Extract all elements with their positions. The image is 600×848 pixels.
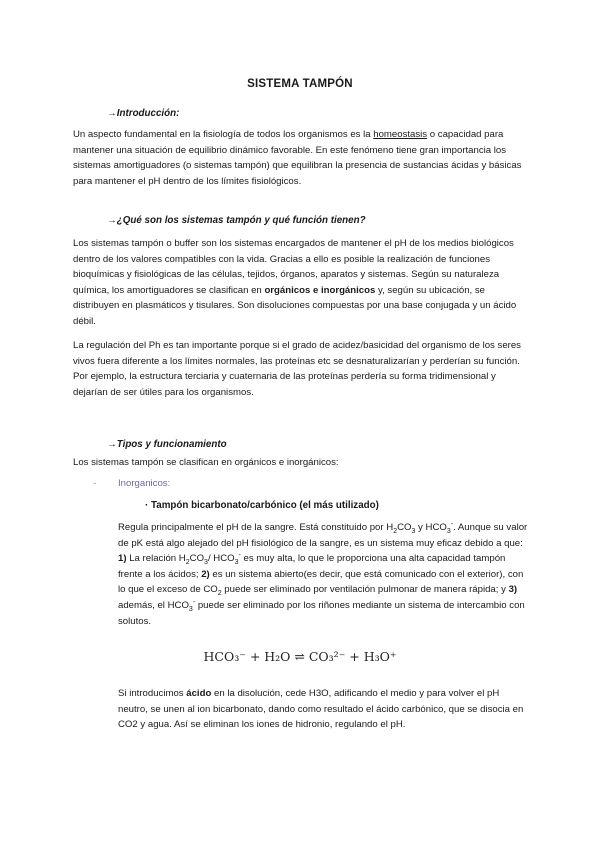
- arrow-icon: →: [107, 108, 117, 119]
- intro-heading-text: Introducción:: [116, 108, 180, 119]
- types-intro: Los sistemas tampón se clasifican en orgánicos e inorgánicos:: [73, 457, 339, 468]
- intro-paragraph: Un aspecto fundamental en la fisiología de todos los organismos es la homeostasis o capacidad para mantener una situación de equilibrio dinámico favorable. En este fenómeno tiene gran importancia los sistemas amortiguadores (o sistemas tampón) que equilibran la presencia de sustancias ácidas y básicas para mantener el pH dentro de los límites fisiológicos.: [73, 129, 522, 187]
- organic-inorganic-bold: orgánicos e inorgánicos: [264, 284, 376, 296]
- document-title: SISTEMA TAMPÓN: [247, 78, 353, 90]
- types-heading-text: Tipos y funcionamiento: [116, 439, 227, 450]
- bicarbonate-subheading: · Tampón bicarbonato/carbónico (el más utilizado): [145, 500, 379, 511]
- types-heading: [107, 439, 227, 450]
- acid-bold: ácido: [186, 688, 212, 699]
- inorganic-list-item: Inorganicos:: [118, 478, 171, 489]
- ph-regulation-paragraph: La regulación del Ph es tan importante porque si el grado de acidez/basicidad del organismo de los seres vivos fuera diferente a los límites normales, las proteínas etc se desnaturalizarían y perderían su función. Por ejemplo, la estructura terciaria y cuaternaria de las proteínas perdería su forma tridimensional y dejarían de ser útiles para los organismos.: [73, 340, 521, 398]
- bicarbonate-paragraph: Regula principalmente el pH de la sangre. Está constituido por $H_2CO_3$ y $HCO_3^-$. Aunque su valor de pK está algo alejado del pH fisiológico de la sangre, es un sistema muy eficaz debido a que: 1) La relación $H_2CO_3/$ $HCO_3^-$ es muy alta, lo que le proporciona una alta capacidad tampón frente a los ácidos; 2) es un sistema abierto(es decir, que está comunicado con el exterior), con lo que el exceso de $CO_2$ puede ser eliminado por ventilación pulmonar de manera rápida; y 3) además, el $HCO_3^-$ puede ser eliminado por los riñones mediante un sistema de intercambio con solutos.: [118, 520, 528, 627]
- acid-buffering-paragraph: Si introducimos ácido en la disolución, cede H3O, adificando el medio y para volver el pH neutro, se unen al ion bicarbonato, dando como resultado el ácido carbónico, que se disocia en CO2 y agua. Así se eliminan los iones de hidronio, regulando el pH.: [118, 688, 524, 731]
- list-bullet: -: [93, 478, 97, 489]
- bicarbonate-equation: HCO₃⁻ + H₂O ⇌ CO₃²⁻ + H₃O⁺: [203, 649, 397, 664]
- arrow-icon: →: [107, 215, 117, 226]
- arrow-icon: →: [107, 439, 117, 450]
- function-heading: [107, 215, 366, 226]
- function-heading-text: ¿Qué son los sistemas tampón y qué función tienen?: [116, 215, 366, 226]
- homeostasis-link[interactable]: homeostasis: [373, 129, 428, 140]
- intro-heading: [107, 108, 179, 119]
- buffer-definition-paragraph: Los sistemas tampón o buffer son los sistemas encargados de mantener el pH de los medios biológicos dentro de los valores compatibles con la vida. Gracias a ello es posible la realización de funciones bioquímicas y fisiológicas de las células, tejidos, órganos, aparatos y sistemas. Según su naturaleza química, los amortiguadores se clasifican en orgánicos e inorgánicos y, según su ubicación, se distribuyen en plasmáticos y tisulares. Son disoluciones compuestas por una base conjugada y un ácido débil.: [73, 238, 517, 327]
